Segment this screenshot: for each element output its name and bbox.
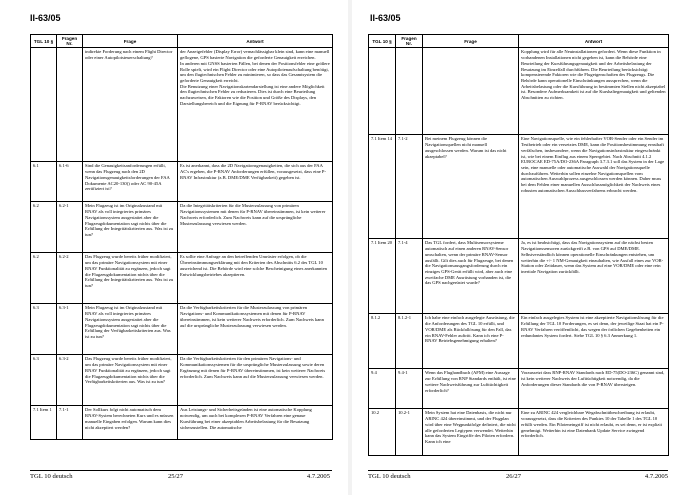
faq-table	[30, 34, 333, 440]
cell-nr: 6.2-2	[57, 253, 83, 304]
table-row	[31, 406, 333, 440]
cell-tgl: 6.2	[31, 202, 57, 253]
cell-antwort: Aus Leistungs- und Sicherheitsgründen ist eine automatische Kopplung notwendig, um auch bei komplexen P-RNAV Verfahren eine genaue Kursführung bei einer akzeptablen Arbeitsbelastung für die Besatzung sicherzustellen. Die automatische	[178, 406, 333, 440]
cell-tgl: 6.2	[31, 253, 57, 304]
table-row	[31, 355, 333, 406]
cell-frage: indirekte Forderung nach einem Flight Director oder einer Autopilotsteuerschaltung?	[83, 48, 178, 162]
column-header-tgl: TGL 10 §	[31, 35, 57, 48]
footer-document-name: TGL 10 deutsch	[368, 473, 411, 480]
page-right	[352, 0, 700, 495]
cell-tgl: 6.3	[31, 355, 57, 406]
cell-nr: 10.2-1	[396, 409, 423, 456]
table-row	[369, 48, 669, 135]
cell-frage: Bei meinem Flugzeug können die Navigationsquellen nicht manuell ausgeschlossen werden. Warum ist das nicht akzeptabel?	[423, 135, 519, 239]
cell-frage: Mein Flugzeug ist im Originalzustand mit RNAV als voll integriertes primäres Navigationssystem ausgestattet aber die Flugzeugdokumentation sagt nichts über die Erfüllung der Integritätskriterien aus. Was ist zu tun?	[83, 202, 178, 253]
column-header-frage: Frage	[423, 35, 519, 48]
cell-nr: 8.1.2-1	[396, 314, 423, 369]
cell-frage: Der Sollkurs folgt nicht automatisch dem RNAV-System berechneten Kurs und es müssen manuelle Eingaben erfolgen. Warum kann dies nicht akzeptiert werden?	[83, 406, 178, 440]
cell-antwort: Eine zu ARINC 424 vergleichbare Wegabschnittbeschreibung ist erlaubt, vorausgesetzt, dass die Kriterien des Punktes 10 der Tabelle 1 des TGL 10 erfüllt werden. Ein Piloteneingriff ist nicht erlaubt, es sei denn, er ist explizit genehmigt. Weiterhin ist eine Datenbank Update Service zwingend erforderlich.	[519, 409, 669, 456]
table-header-row	[31, 35, 333, 48]
cell-antwort: Voraussetzt dass RNP-RNAV Standards nach ED-75(DO-236C) genannt sind, ist kein weiterer Nachweis der Lufttüchtigkeit notwendig, da die Anforderungen dieser Standards die von P-RNAV übersteigen.	[519, 369, 669, 409]
cell-nr: 7.1-4	[396, 239, 423, 314]
cell-tgl: 8.1.2	[369, 314, 396, 369]
footer-page-number: 26/27	[506, 473, 522, 480]
cell-frage: Das Flugzeug wurde bereits früher modifiziert, um das primäre Navigationssystem mit einer RNAV Funktionalität zu ergänzen, jedoch sagt die Flugzeugdokumentation nichts über die Erfüllung der Integritätskriterien aus. Was ist zu tun?	[83, 253, 178, 304]
table-row	[31, 202, 333, 253]
column-header-antwort: Antwort	[178, 35, 333, 48]
cell-tgl: 7.1 Item 1	[31, 406, 57, 440]
cell-antwort: Da die Verfügbarkeitskriterien für die Musterzulassung von primären Navigations- und Kommunikationssystemen mit denen für P-RNAV übereinstimmen, ist kein weiterer Nachweis erforderlich. Zum Nachweis kann auf die ursprüngliche Musterzulassung verwiesen werden.	[178, 304, 333, 355]
footer-page-number: 25/27	[168, 473, 184, 480]
footer-document-name: TGL 10 deutsch	[30, 473, 73, 480]
column-header-nr: Fragen Nr.	[57, 35, 83, 48]
table-header-row	[369, 35, 669, 48]
cell-tgl: 9.4	[369, 369, 396, 409]
cell-frage: Mein Flugzeug ist im Originalzustand mit RNAV als voll integriertes primäres Navigationssystem ausgestattet aber die Flugzeugdokumentation sagt nichts über die Erfüllung der Verfügbarkeitskriterien aus. Was ist zu tun?	[83, 304, 178, 355]
cell-nr: 7.1-2	[396, 135, 423, 239]
faq-table	[368, 34, 669, 456]
cell-tgl: 6.1	[31, 162, 57, 202]
cell-nr	[57, 48, 83, 162]
cell-frage: Das TGL fordert, dass Multisensorsysteme automatisch auf einen anderen RNAV-Sensor umschalten, wenn der primäre RNAV-Sensor ausfällt. Gilt dies auch für Flugzeuge, bei denen die Navigationsausgangsforderung durch ein einziges GPS-Gerät erfüllt wird, aber auch eine zweifache DME Ausrüstung vorhanden ist, die das GPS nachgerüstet wurde?	[423, 239, 519, 314]
table-row	[369, 135, 669, 239]
cell-nr: 6.3-2	[57, 355, 83, 406]
cell-tgl	[369, 48, 396, 135]
document-header: II-63/05	[370, 13, 401, 23]
cell-nr: 6.2-1	[57, 202, 83, 253]
cell-frage	[423, 48, 519, 135]
cell-antwort: Es ist anerkannt, dass die 2D Navigationsgenauigkeiten, die sich aus der FAA AC's ergeben, die P-RNAV Anforderungen erfüllen, vorausgesetzt, dass eine P-RNAV Infrastruktur (z.B. DME/DME Verfügbarkeit) gegeben ist.	[178, 162, 333, 202]
cell-tgl: 6.3	[31, 304, 57, 355]
document-header: II-63/05	[30, 13, 61, 23]
column-header-frage: Frage	[83, 35, 178, 48]
cell-frage: Mein System hat eine Datenbasis, die nicht nur ARINC 424 übereinstimmt, und der Flugplan wird über eine Wegpunktfolge definiert, die nicht alle geforderten Legtypen verwendet. Weiterhin kann das System Eingriffe des Piloten erfordern. Kann ich eine	[423, 409, 519, 456]
cell-nr: 6.1-6	[57, 162, 83, 202]
cell-antwort: Da die Verfügbarkeitskriterien für den primären Navigations- und Kommunikationssystemen für die ursprüngliche Musterzulassung sowie deren Ergänzung mit denen für P-RNAV übereinstimmen, ist kein weiterer Nachweis erforderlich. Zum Nachweis kann auf die Musterzulassung verwiesen werden.	[178, 355, 333, 406]
column-header-antwort: Antwort	[519, 35, 669, 48]
table-row	[369, 314, 669, 369]
cell-antwort: der Anzeigefehler (Display Error) vernachlässigbar klein sind, kann eine manuell geflogene, GPS basierte Navigation die geforderte Genauigkeit erreichen. In anderen mit GNSS basierten Fällen, bei denen der Positionsfehler eine größere Rolle spielt, wird ein Flight Director oder eine Autopilotenaufschaltung benötigt, um den flugtechnischen Fehler zu minimieren, so dass das Gesamtsystem die geforderte Genauigkeit erreicht. Die Benutzung einer Navigationskartendarstellung ist eine andere Möglichkeit den flugtechnischen Fehler zu reduzieren. Dies ist durch eine Beurteilung nachzuweisen, die Faktoren wie die Position und Größe des Displays, den Darstellungsbereich und die Eignung für P-RNAV berücksichtigt.	[178, 48, 333, 162]
cell-nr: 6.3-1	[57, 304, 83, 355]
table-row	[31, 162, 333, 202]
column-header-tgl: TGL 10 §	[369, 35, 396, 48]
table-row	[31, 304, 333, 355]
cell-frage: Wenn das Flughandbuch (AFM) eine Aussage zur Erfüllung von RNP Standards enthält, ist eine weitere Nachweisführung zur Lufttüchtigkeit erforderlich?	[423, 369, 519, 409]
cell-antwort: Eine Navigationsquelle, wie ein fehlerhafter VOR-Sender oder ein Sender im Testbetrieb oder ein versetztes DME, kann die Positionsbestimmung ernsthaft verfälschen, insbesondere, wenn die Navigationsinfrastruktur eingeschränkt ist, wie bei einem Einflug aus einem Sperrgebiet. Nach Abschnitt 4.1.2 EUROCAE ED-75A/DO-236A Paragraph 3.7.3.1 soll das System in der Lage sein, eine manuelle oder automatische Auswahl der Navigationsquelle durchzuführen. Weiterhin sollen einzelne Navigationsquellen vom automatischen Auswahlprozess ausgeschlossen werden können. Daher muss bei dem Fehlen einer manuellen Ausschlussmöglichkeit der Nachweis eines robusten automatischen Ausschlussverfahrens erbracht werden.	[519, 135, 669, 239]
cell-antwort: Kopplung wird für alle Neuinstallationen gefordert. Wenn diese Funktion in vorhandenen Installationen nicht gegeben ist, kann die Behörde eine Beurteilung der Kursführungsgenauigkeit und der Arbeitsbelastung der Besatzung im Einzelfall durchführen. Die Beurteilung berücksichtigt kompensierende Faktoren wie die Flugeigenschaften des Flugzeugs. Die Behörde kann operationelle Einschränkungen aussprechen, wenn die Arbeitsbelastung oder die Kursführung in bestimmten Stellen nicht akzeptabel ist. Besondere Aufmerksamkeit ist auf die Kurshaltegenauigkeit und geltenden Abschnitten zu richten.	[519, 48, 669, 135]
cell-nr	[396, 48, 423, 135]
cell-antwort: Ein einfach ausgelegtes System ist eine akzeptierte Navigationslösung für die Erfüllung der TGL 10 Forderungen, es sei denn, der jeweilige Staat hat ein P-RNAV Verfahren veröffentlicht, das wegen der örtlichen Gegebenheiten ein redundantes System fordert. Siehe TGL 10 § 6.3 Anmerkung 1.	[519, 314, 669, 369]
table-row	[369, 239, 669, 314]
cell-antwort: Da die Integritätskriterien für die Musterzulassung von primären Navigationssystemen mit denen für P-RNAV übereinstimmen, ist kein weiterer Nachweis erforderlich. Zum Nachweis kann auf die ursprüngliche Musterzulassung verwiesen werden.	[178, 202, 333, 253]
column-header-nr: Fragen Nr.	[396, 35, 423, 48]
cell-tgl	[31, 48, 57, 162]
table-row	[369, 369, 669, 409]
cell-tgl: 7.1 Item 20	[369, 239, 396, 314]
cell-frage: Das Flugzeug wurde bereits früher modifiziert, um das primäre Navigationssystem mit einer RNAV Funktionalität zu ergänzen, jedoch sagt die Flugzeugdokumentation nichts über die Verfügbarkeitskriterien aus. Was ist zu tun?	[83, 355, 178, 406]
cell-frage: Sind die Genauigkeitsanforderungen erfüllt, wenn das Flugzeug nach den 2D Navigationsgenauigkeitsforderungen der FAA Dokumente AC20-130() oder AC 90-45A zertifiziert ist?	[83, 162, 178, 202]
footer-date: 4.7.2005	[644, 473, 668, 480]
footer-rule	[30, 470, 332, 471]
cell-antwort: Ja, es ist beabsichtigt, dass das Navigationssystem auf die nächst besten Navigationssensoren zurückgreift z.B. von GPS auf DME/DME. Selbstverständlich können operationelle Einschränkungen entstehen, um weiterhin die +/- 1 NM-Genauigkeit einzuhalten, wie Ausfall eines zur VOR-Station oder Zeitdauer, wenn das System auf eine VOR/DME oder eine rein inertiale Navigation zurückfällt.	[519, 239, 669, 314]
cell-nr: 7.1-1	[57, 406, 83, 440]
cell-tgl: 10.2	[369, 409, 396, 456]
cell-antwort: Es sollte eine Anfrage an den betreffenden Umrüster erfolgen, ob die Übereinstimmungserklärung mit den Kriterien des Abschnitts 6.2 des TGL 10 ausreichend ist. Die Behörde wird eine solche Bescheinigung eines anerkannten Entwicklungsbetriebes akzeptieren.	[178, 253, 333, 304]
cell-frage: Ich habe eine einfach ausgelegte Ausrüstung, die die Anforderungen des TGL 10 erfüllt, und VOR/DME als Rückfallösung für den Fall, das ein RNAV-Fehler auftritt. Kann ich eine P-RNAV Betriebsgenehmigung erhalten?	[423, 314, 519, 369]
cell-nr: 9.4-1	[396, 369, 423, 409]
cell-tgl: 7.1 Item 14	[369, 135, 396, 239]
table-row	[31, 253, 333, 304]
table-row	[31, 48, 333, 162]
table-row	[369, 409, 669, 456]
footer-date: 4.7.2005	[306, 473, 330, 480]
footer-rule	[368, 470, 668, 471]
page-left	[0, 0, 348, 495]
